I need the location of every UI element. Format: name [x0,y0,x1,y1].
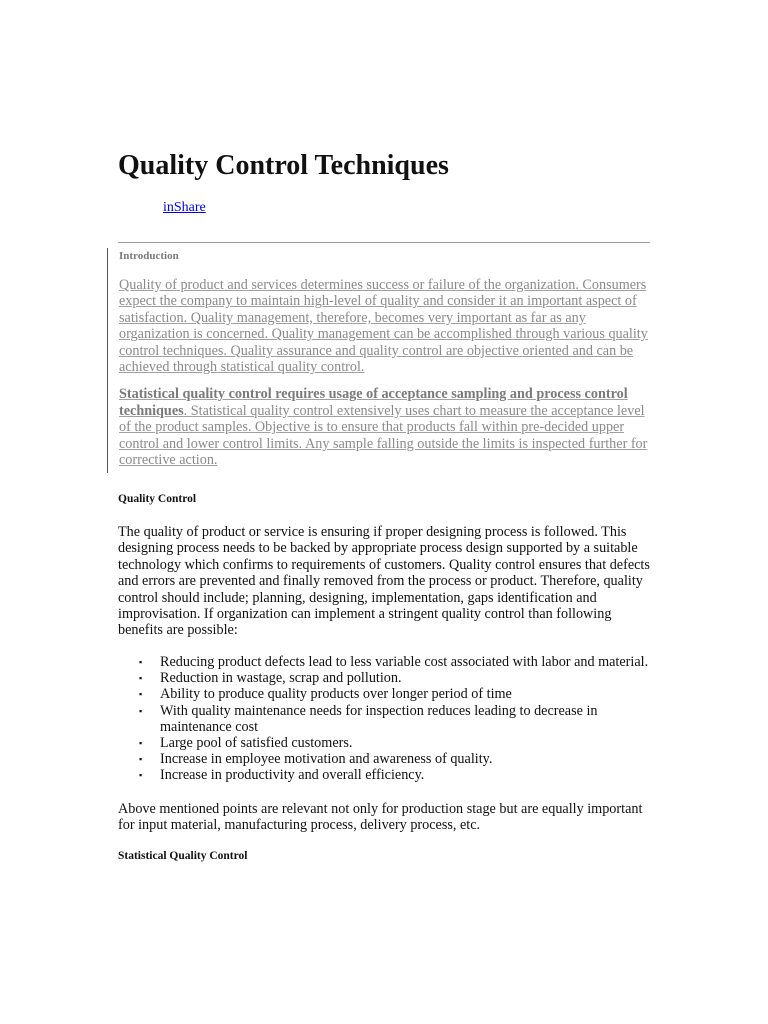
bullet-icon: ▪ [139,738,143,749]
benefit-text: Reducing product defects lead to less variable cost associated with labor and material. [160,654,649,670]
statistical-quality-control-heading: Statistical Quality Control [118,850,248,862]
bullet-icon: ▪ [139,673,143,684]
benefit-item [118,670,652,686]
benefit-text: Increase in employee motivation and awareness of quality. [160,751,493,768]
intro-section [119,249,651,468]
benefits-list [118,654,652,784]
benefit-text: Large pool of satisfied customers. [160,735,353,752]
quality-control-paragraph: The quality of product or service is ensuring if proper designing process is followed. This designing process needs to be backed by appropriate process design supported by a suitable technology which confirms to requirements of customers. Quality control ensures that defects and errors are prevented and finally removed from the process or product. Therefore, quality control should include; planning, designing, implementation, gaps identification and improvisation. If organization can implement a stringent quality control than following benefits are possible: [118,524,650,639]
benefit-text: Ability to produce quality products over longer period of time [160,686,512,703]
bullet-icon: ▪ [139,770,143,781]
intro-paragraph-statistical[interactable] [119,386,651,468]
benefit-text: Increase in productivity and overall efficiency. [160,767,425,784]
intro-heading: Introduction [119,250,179,262]
benefit-item [118,735,652,751]
benefit-item [118,686,652,702]
quality-control-heading: Quality Control [118,493,197,505]
benefit-item [118,767,652,783]
intro-paragraph-rest: . Statistical quality control extensively uses chart to measure the acceptance level of the product samples. Objective is to ensure that products fall within pre-decided upper control and lower control limits. Any sample falling outside the limits is inspected further for corrective action. [119,402,648,469]
benefit-item [118,751,652,767]
divider [118,242,650,243]
benefit-text: Reduction in wastage, scrap and pollution. [160,670,402,687]
benefit-text: With quality maintenance needs for inspection reduces leading to decrease in maintenance cost [160,702,598,735]
inshare-link[interactable]: inShare [163,200,206,215]
page-title: Quality Control Techniques [118,150,449,181]
bullet-icon: ▪ [139,705,143,716]
intro-paragraph[interactable]: Quality of product and services determines success or failure of the organization. Consumers expect the company to maintain high-level of quality and consider it an important aspect of satisfaction. Quality management, therefore, becomes very important as far as any organization is concerned. Quality management can be accomplished through various quality control techniques. Quality assurance and quality control are objective oriented and can be achieved through statistical quality control. [119,277,648,376]
benefit-item [118,703,652,735]
intro-paragraph-lead: Statistical quality control requires usage of acceptance sampling and process control techniques [119,386,628,419]
bullet-icon: ▪ [139,754,143,765]
benefit-item [118,654,652,670]
closing-paragraph: Above mentioned points are relevant not only for production stage but are equally important for input material, manufacturing process, delivery process, etc. [118,801,643,834]
bullet-icon: ▪ [139,657,143,667]
bullet-icon: ▪ [139,689,143,700]
quote-bar [107,248,108,473]
